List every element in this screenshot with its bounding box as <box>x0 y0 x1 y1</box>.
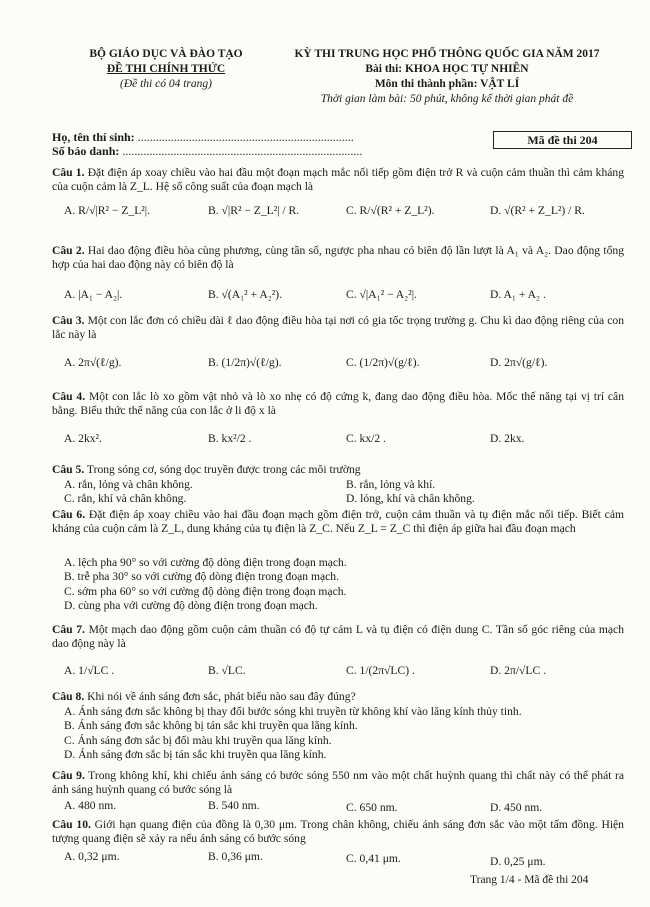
page-footer: Trang 1/4 - Mã đề thi 204 <box>470 874 589 886</box>
q6-option-d: D. cùng pha với cường độ dòng điện trong đoạn mạch. <box>64 599 318 612</box>
q10-option-b: B. 0,36 μm. <box>208 850 263 863</box>
ministry-name: BỘ GIÁO DỤC VÀ ĐÀO TẠO <box>89 48 243 60</box>
q8-option-b: B. Ánh sáng đơn sắc không bị tán sắc khi truyền qua lăng kính. <box>64 719 358 732</box>
question-9: Câu 9. Trong không khí, khi chiếu ánh sáng có bước sóng 550 nm vào một chất huỳnh quang thì chất này có thể phát ra ánh sáng huỳnh quang có bước sóng là <box>52 769 624 797</box>
exam-title: KỲ THI TRUNG HỌC PHỔ THÔNG QUỐC GIA NĂM 2017 <box>294 48 600 60</box>
q7-option-c: C. 1/(2π√LC) . <box>346 664 415 677</box>
q1-option-d: D. √(R² + Z_L²) / R. <box>490 204 585 217</box>
q6-option-a: A. lệch pha 90° so với cường độ dòng điện trong đoạn mạch. <box>64 556 347 569</box>
pages-note: (Đề thi có 04 trang) <box>120 78 212 90</box>
q6-option-c: C. sớm pha 60° so với cường độ dòng điện trong đoạn mạch. <box>64 585 347 598</box>
q3-option-c: C. (1/2π)√(g/ℓ). <box>346 356 420 369</box>
q9-option-b: B. 540 nm. <box>208 799 260 812</box>
q5-option-b: B. rắn, lỏng và khí. <box>346 478 436 491</box>
q1-option-a: A. R/√|R² − Z_L²|. <box>64 204 151 217</box>
question-4: Câu 4. Một con lắc lò xo gồm vật nhỏ và lò xo nhẹ có độ cứng k, đang dao động điều hòa. Mốc thế năng tại vị trí cân bằng. Biểu thức thế năng của con lắc ở li độ x là <box>52 390 624 418</box>
question-6: Câu 6. Đặt điện áp xoay chiều vào hai đầu đoạn mạch gồm điện trở, cuộn cảm thuần và tụ điện mắc nối tiếp. Biết cảm kháng của cuộn cảm là Z_L, dung kháng của tụ điện là Z_C. Nếu Z_L = Z_C thì điện áp giữa hai đầu đoạn mạch <box>52 508 624 536</box>
q8-option-c: C. Ánh sáng đơn sắc bị đổi màu khi truyền qua lăng kính. <box>64 734 332 747</box>
question-10: Câu 10. Giới hạn quang điện của đồng là 0,30 μm. Trong chân không, chiếu ánh sáng đơn sắc vào một tấm đồng. Hiện tượng quang điện sẽ xảy ra nếu ánh sáng có bước sóng <box>52 818 624 846</box>
q10-option-a: A. 0,32 μm. <box>64 850 120 863</box>
q3-option-d: D. 2π√(g/ℓ). <box>490 356 548 369</box>
q2-option-c: C. √|A₁² − A₂²|. <box>346 288 417 301</box>
q7-option-a: A. 1/√LC . <box>64 664 115 677</box>
q7-option-d: D. 2π/√LC . <box>490 664 547 677</box>
question-1: Câu 1. Đặt điện áp xoay chiều vào hai đầu một đoạn mạch mắc nối tiếp gồm điện trở R và cuộn cảm thuần thì cảm kháng của cuộn cảm là Z_L. Hệ số công suất của đoạn mạch là <box>52 166 624 194</box>
q2-option-d: D. A₁ + A₂ . <box>490 288 546 301</box>
candidate-id-row <box>52 144 362 159</box>
q9-option-d: D. 450 nm. <box>490 801 543 814</box>
q4-option-c: C. kx/2 . <box>346 432 386 445</box>
q6-option-b: B. trễ pha 30° so với cường độ dòng điện trong đoạn mạch. <box>64 570 339 583</box>
candidate-id-label: Số báo danh: <box>52 144 123 158</box>
q9-option-c: C. 650 nm. <box>346 801 398 814</box>
q5-option-a: A. rắn, lỏng và chân không. <box>64 478 193 491</box>
q4-option-a: A. 2kx². <box>64 432 102 445</box>
q5-option-d: D. lỏng, khí và chân không. <box>346 492 475 505</box>
q4-option-b: B. kx²/2 . <box>208 432 252 445</box>
q1-option-b: B. √|R² − Z_L²| / R. <box>208 204 300 217</box>
component-line: Môn thi thành phần: VẬT LÍ <box>374 78 520 90</box>
question-2: Câu 2. Hai dao động điều hòa cùng phương, cùng tần số, ngược pha nhau có biên độ lần lượt là A₁ và A₂. Dao động tổng hợp của hai dao động này có biên độ là <box>52 244 624 272</box>
subject-line: Bài thi: KHOA HỌC TỰ NHIÊN <box>365 63 529 75</box>
q9-option-a: A. 480 nm. <box>64 799 117 812</box>
candidate-id-dots: ................................................................................ <box>122 144 363 158</box>
q2-option-a: A. |A₁ − A₂|. <box>64 288 123 301</box>
candidate-name-row <box>52 130 354 145</box>
q8-option-a: A. Ánh sáng đơn sắc không bị thay đổi bước sóng khi truyền từ không khí vào lăng kính thủy tinh. <box>64 705 522 718</box>
candidate-name-label: Họ, tên thí sinh: <box>52 130 138 144</box>
q5-option-c: C. rắn, khí và chân không. <box>64 492 187 505</box>
official-label: ĐỀ THI CHÍNH THỨC <box>106 63 226 75</box>
q1-option-c: C. R/√(R² + Z_L²). <box>346 204 435 217</box>
q3-option-a: A. 2π√(ℓ/g). <box>64 356 122 369</box>
exam-code-box: Mã đề thi 204 <box>493 131 632 149</box>
question-7: Câu 7. Một mạch dao động gồm cuộn cảm thuần có độ tự cảm L và tụ điện có điện dung C. Tần số góc riêng của mạch dao động này là <box>52 623 624 651</box>
q8-option-d: D. Ánh sáng đơn sắc bị tán sắc khi truyền qua lăng kính. <box>64 748 327 761</box>
q10-option-d: D. 0,25 μm. <box>490 855 546 868</box>
question-8: Câu 8. Khi nói về ánh sáng đơn sắc, phát biểu nào sau đây đúng? <box>52 690 356 703</box>
q4-option-d: D. 2kx. <box>490 432 525 445</box>
q7-option-b: B. √LC. <box>208 664 246 677</box>
question-5: Câu 5. Trong sóng cơ, sóng dọc truyền được trong các môi trường <box>52 463 361 476</box>
candidate-name-dots: ........................................................................ <box>137 130 354 144</box>
q2-option-b: B. √(A₁² + A₂²). <box>208 288 282 301</box>
time-line: Thời gian làm bài: 50 phút, không kể thời gian phát đề <box>320 93 574 105</box>
question-3: Câu 3. Một con lắc đơn có chiều dài ℓ dao động điều hòa tại nơi có gia tốc trọng trường g. Chu kì dao động riêng của con lắc này là <box>52 314 625 342</box>
q10-option-c: C. 0,41 μm. <box>346 852 401 865</box>
q3-option-b: B. (1/2π)√(ℓ/g). <box>208 356 282 369</box>
